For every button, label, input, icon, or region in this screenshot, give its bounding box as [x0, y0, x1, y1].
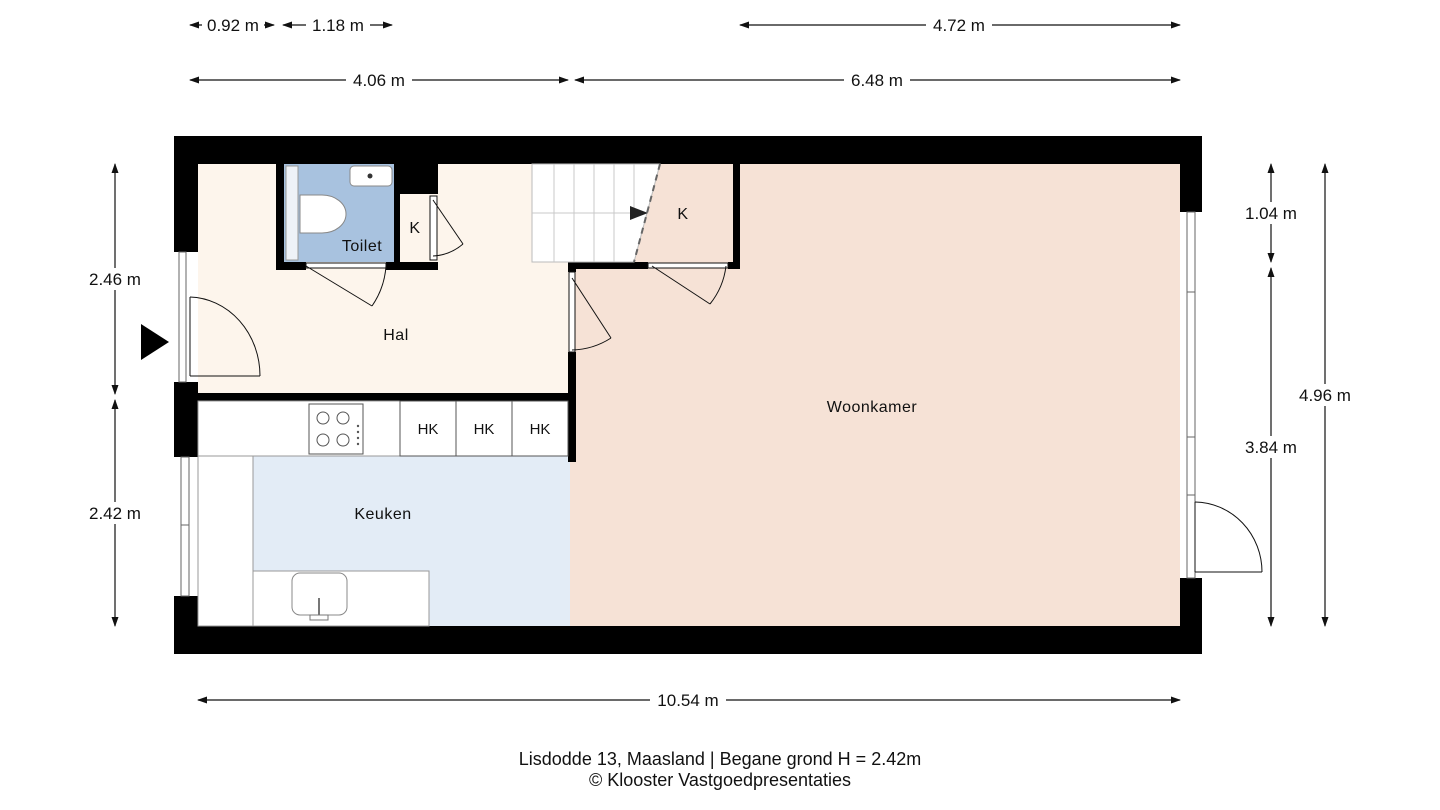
wall-bottom — [174, 626, 1202, 654]
dim-mid-a: 4.06 m — [353, 71, 405, 90]
dim-top-a: 0.92 m — [207, 16, 259, 35]
wall-closet2-right — [733, 164, 740, 269]
room-label-hal: Hal — [383, 327, 409, 344]
dim-bottom: 10.54 m — [657, 691, 719, 710]
cabinet-label-hk-2: HK — [473, 421, 495, 438]
wall-toilet-left — [276, 164, 284, 269]
dim-left-a: 2.46 m — [89, 270, 141, 289]
room-label-woonkamer: Woonkamer — [826, 399, 918, 416]
dim-top-c: 4.72 m — [933, 16, 985, 35]
wall-left-2 — [174, 382, 198, 457]
entrance-arrow-icon — [141, 324, 169, 360]
room-label-keuken: Keuken — [354, 506, 412, 523]
wall-left-3 — [174, 596, 198, 654]
wall-toilet-bottom-2 — [386, 262, 438, 270]
cabinet-label-hk-3: HK — [529, 421, 551, 438]
wall-right-1 — [1180, 136, 1202, 212]
toilet-bowl-icon — [300, 195, 346, 233]
window-left-upper — [179, 252, 186, 382]
dim-top-b: 1.18 m — [312, 16, 364, 35]
dim-left-b: 2.42 m — [89, 504, 141, 523]
stove-icon — [309, 404, 363, 454]
dim-right-b: 3.84 m — [1245, 438, 1297, 457]
wall-top — [174, 136, 1202, 164]
footer-address: Lisdodde 13, Maasland | Begane grond H = 2.42m — [518, 749, 922, 769]
wall-hal-living-lower — [568, 352, 576, 462]
wall-right-2 — [1180, 578, 1202, 654]
dim-mid-b: 6.48 m — [851, 71, 903, 90]
wall-closet-right — [430, 164, 438, 194]
room-label-closet-1: K — [409, 220, 421, 237]
wall-stair-bottom — [568, 262, 648, 269]
window-left-lower — [181, 457, 189, 596]
wall-toilet-bottom — [276, 262, 306, 270]
wall-hal-keuken — [198, 393, 576, 401]
dim-right-c: 4.96 m — [1299, 386, 1351, 405]
cabinet-label-hk-1: HK — [417, 421, 439, 438]
room-label-closet-2: K — [677, 206, 689, 223]
dim-right-a: 1.04 m — [1245, 204, 1297, 223]
room-label-toilet: Toilet — [341, 238, 383, 255]
footer-copyright: © Klooster Vastgoedpresentaties — [588, 770, 852, 790]
wall-left-1 — [174, 136, 198, 252]
garden-door — [1195, 502, 1262, 572]
window-right — [1187, 212, 1195, 578]
